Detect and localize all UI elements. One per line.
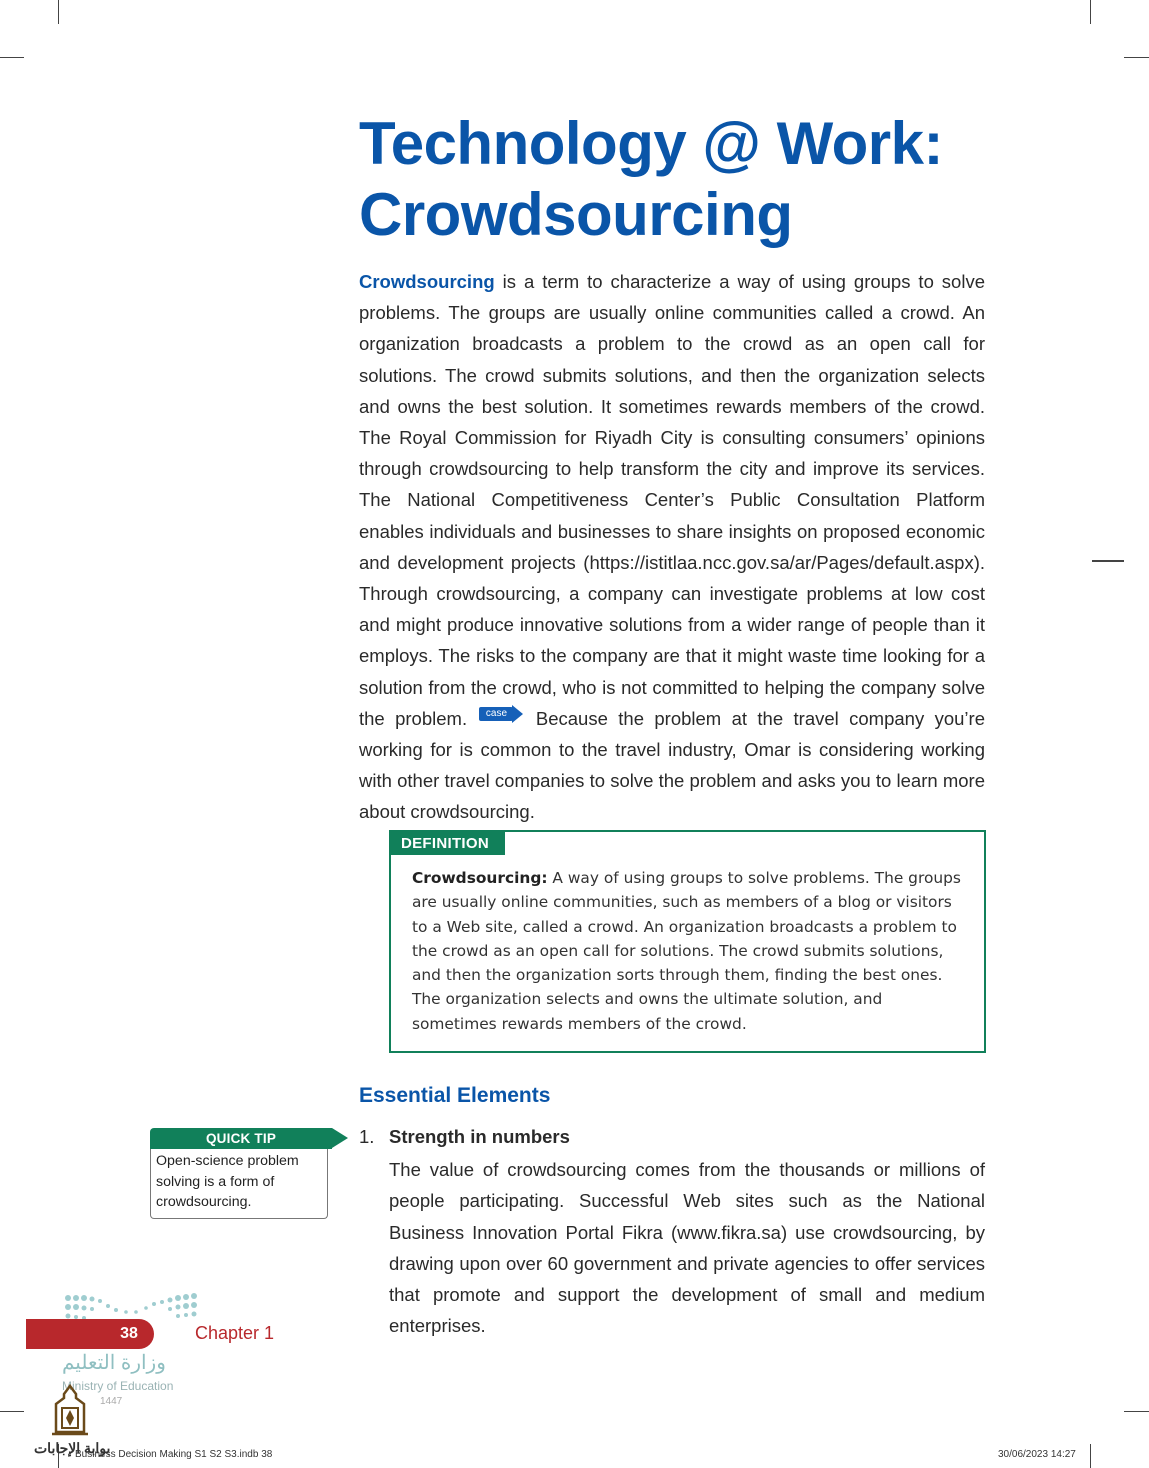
chapter-label: Chapter 1 <box>195 1323 275 1343</box>
definition-box <box>389 830 986 1053</box>
intro-term: Crowdsourcing <box>359 271 495 292</box>
crop-mark <box>1090 1444 1091 1468</box>
quick-tip-arrow-icon <box>332 1128 348 1148</box>
crop-mark <box>1090 0 1091 24</box>
title-line-1: Technology @ Work: <box>359 110 943 177</box>
page-number: 38 <box>120 1325 138 1342</box>
case-arrowhead <box>512 705 523 723</box>
footer-date-info: 30/06/2023 14:27 <box>998 1449 1076 1460</box>
quick-tip-label: QUICK TIP <box>150 1128 332 1149</box>
quick-tip-text: Open-science problem solving is a form of crowdsourcing. <box>156 1153 299 1210</box>
definition-text <box>412 866 964 1036</box>
page-title <box>359 108 1059 250</box>
element-number: 1. <box>359 1126 375 1147</box>
intro-paragraph <box>359 266 985 828</box>
definition-term: Crowdsourcing: <box>412 869 548 887</box>
intro-text-after-case: Because the problem at the travel company you’re working for is common to the travel industry, Omar is considering working with other travel companies to solve the problem and asks you to learn more about crowdsourcing. <box>359 707 985 823</box>
site-name: بوابة الإجابات <box>34 1440 111 1456</box>
crop-mark <box>0 1411 24 1412</box>
ministry-year: 1447 <box>100 1396 123 1407</box>
crop-mark <box>1092 560 1124 562</box>
definition-body: A way of using groups to solve problems. The groups are usually online communities, such as members of a blog or visitors to a Web site, called a crowd. An organization broadcasts a problem to the crowd as an open call for solutions. The crowd submits solutions, and then the organization sorts through them, finding the best ones. The organization selects and owns the ultimate solution, and sometimes rewards members of the crowd. <box>412 869 961 1033</box>
footer-file-info: Business Decision Making S1 S2 S3.indb 38 <box>75 1449 273 1460</box>
ministry-name-arabic: وزارة التعليم <box>62 1352 166 1374</box>
lantern-logo-icon <box>46 1384 94 1440</box>
element-title: Strength in numbers <box>389 1126 570 1147</box>
crop-mark <box>1124 57 1149 58</box>
case-label: case <box>479 707 513 721</box>
crop-mark <box>0 57 24 58</box>
crop-mark <box>1124 1411 1149 1412</box>
definition-label: DEFINITION <box>391 832 505 855</box>
case-arrow-icon <box>479 705 523 723</box>
ministry-name-english: Ministry of Education <box>62 1379 174 1393</box>
crop-mark <box>58 0 59 24</box>
element-body: The value of crowdsourcing comes from the thousands or millions of people participating. Successful Web sites such as the National Business Innovation Portal Fikra (www.fikra.sa) use crowdsourcing, by drawing upon over 60 government and private agencies to offer services that promote and support the development of small and medium enterprises. <box>389 1159 985 1337</box>
quick-tip-box <box>150 1128 328 1220</box>
intro-text-before-case: is a term to characterize a way of using groups to solve problems. The groups are usually online communities called a crowd. An organization broadcasts a problem to the crowd as an open call for solutions. The crowd submits solutions, and then the organization selects and owns the best solution. It sometimes rewards members of the crowd. The Royal Commission for Riyadh City is consulting consumers’ opinions through crowdsourcing to help transform the city and improve its services. The National Competitiveness Center’s Public Consultation Platform enables individuals and businesses to share insights on proposed economic and development projects (https://istitlaa.ncc.gov.sa/ar/Pages/default.aspx). Through crowdsourcing, a company can investigate problems at low cost and might produce innovative solutions from a wider range of people than it employs. The risks to the company are that it might waste time looking for a solution from the crowd, who is not committed to helping the company solve the problem. <box>359 271 985 729</box>
essential-elements-heading: Essential Elements <box>359 1084 551 1107</box>
quick-tip-body <box>150 1149 328 1219</box>
title-line-2: Crowdsourcing <box>359 181 793 248</box>
